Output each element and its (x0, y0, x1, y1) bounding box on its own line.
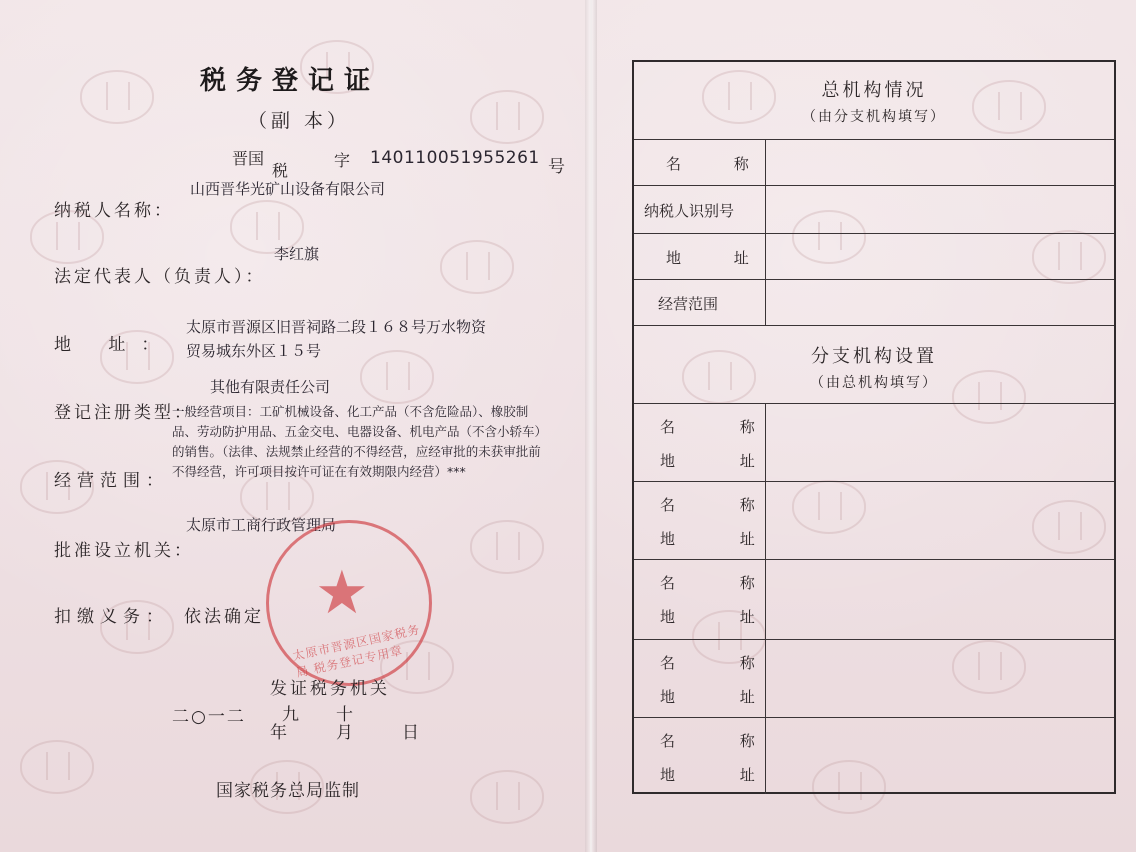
branch-addr-label: 地 址 (660, 452, 785, 470)
branch-name-label: 名 称 (660, 574, 785, 592)
row-name (634, 140, 1114, 186)
branch-title: 分支机构设置 (811, 346, 937, 367)
row-tax-id (634, 186, 1114, 234)
branch-block (634, 718, 1114, 794)
tax-number: 140110051955261 (370, 148, 540, 168)
legal-rep-label: 法定代表人（负责人）： (54, 267, 266, 287)
row-tax-id-label: 纳税人识别号 (644, 202, 735, 220)
approval-label: 批准设立机关： (54, 541, 194, 561)
business-scope-text: 一般经营项目：工矿机械设备、化工产品（不含危险品）、橡胶制品、劳动防护用品、五金交电、电器设备、机电产品（不含小轿车）的销售。（法律、法规禁止经营的不得经营，应经审批的未获审批前不得经营，许可项目按许可证在有效期限内经营）*** (172, 404, 541, 479)
branch-addr-label: 地 址 (660, 608, 785, 626)
branch-name-label: 名 称 (660, 654, 785, 672)
supervision-note: 国家税务总局监制 (216, 781, 360, 801)
date-day-char: 日 (402, 723, 419, 743)
date-month: 九 (282, 705, 299, 725)
branch-info-table (632, 60, 1116, 794)
branch-addr-label: 地 址 (660, 766, 785, 784)
taxpayer-value: 山西晋华光矿山设备有限公司 (190, 180, 386, 198)
number-prefix: 晋国 (232, 149, 265, 168)
taxpayer-label: 纳税人名称： (54, 201, 174, 221)
seal-text: 太原市晋源区国家税务局 税务登记专用章 (291, 622, 422, 680)
date-day: 十 (336, 705, 353, 725)
withholding-value: 依法确定 (184, 607, 264, 627)
branch-subtitle: （由总机构填写） (810, 375, 938, 391)
issuer-label: 发证税务机关 (270, 679, 390, 699)
branch-block (634, 482, 1114, 560)
branch-name-label: 名 称 (660, 418, 785, 436)
withholding-label: 扣缴义务： (54, 607, 169, 627)
row-scope-label: 经营范围 (658, 295, 719, 313)
right-page (592, 0, 1136, 852)
head-office-title: 总机构情况 (821, 80, 927, 101)
number-suffix: 号 (548, 157, 565, 177)
reg-type-value: 其他有限责任公司 (210, 378, 331, 396)
head-office-subtitle: （由分支机构填写） (802, 109, 946, 125)
date-year: 二○一二 (172, 707, 246, 727)
branch-block (634, 640, 1114, 718)
date-month-char: 月 (336, 723, 353, 743)
official-seal (266, 520, 432, 686)
address-label: 地 址： (54, 335, 175, 355)
branch-block (634, 560, 1114, 640)
branch-addr-label: 地 址 (660, 530, 785, 548)
legal-rep-value: 李红旗 (274, 245, 320, 263)
branch-block (634, 404, 1114, 482)
seal-star-icon: ★ (315, 558, 369, 628)
branch-name-label: 名 称 (660, 496, 785, 514)
branch-addr-label: 地 址 (660, 688, 785, 706)
reg-type-label: 登记注册类型： (54, 403, 194, 423)
address-line-2: 贸易城东外区１５号 (186, 342, 322, 360)
row-name-label: 名 称 (666, 155, 773, 173)
scope-label: 经营范围： (54, 471, 169, 491)
number-char-zi: 字 (334, 151, 351, 170)
branch-header (634, 326, 1114, 404)
row-address (634, 234, 1114, 280)
page-fold (585, 0, 597, 852)
approval-value: 太原市工商行政管理局 (186, 516, 337, 534)
row-address-label: 地 址 (666, 249, 773, 267)
address-line-1: 太原市晋源区旧晋祠路二段１６８号万水物资 (186, 318, 487, 336)
date-year-char: 年 (270, 723, 287, 743)
branch-name-label: 名 称 (660, 732, 785, 750)
head-office-header (634, 62, 1114, 140)
number-char-shui: 税 (272, 161, 289, 180)
certificate-subtitle: （副 本） (248, 110, 351, 132)
row-scope (634, 280, 1114, 326)
certificate-title: 税务登记证 (200, 66, 381, 96)
